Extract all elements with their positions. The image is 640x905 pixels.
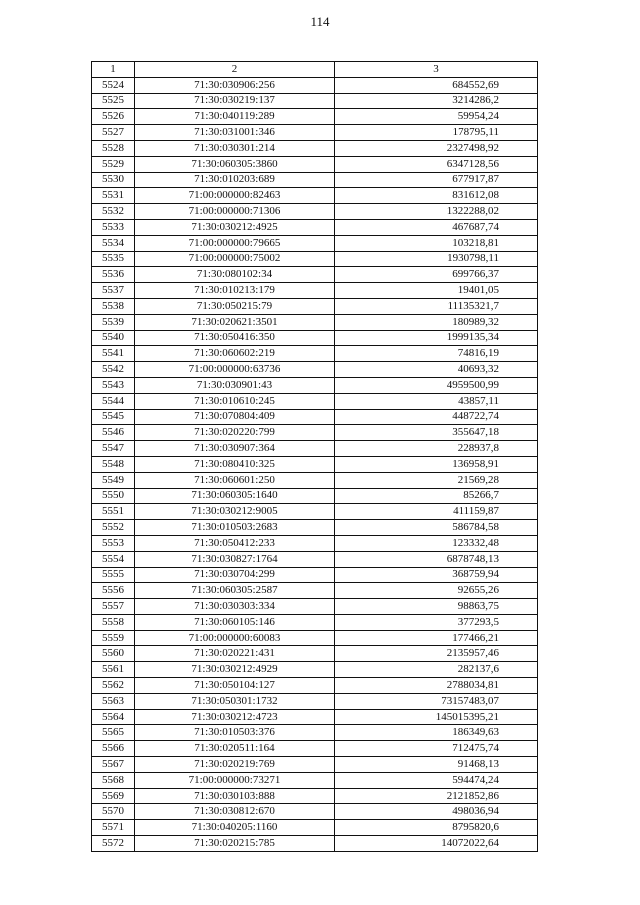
row-number: 5566 bbox=[92, 741, 135, 757]
row-number: 5547 bbox=[92, 441, 135, 457]
cadastral-number: 71:30:020215:785 bbox=[135, 836, 335, 852]
row-number: 5558 bbox=[92, 614, 135, 630]
row-number: 5541 bbox=[92, 346, 135, 362]
table-row bbox=[92, 172, 538, 188]
cadastral-value: 3214286,2 bbox=[335, 93, 538, 109]
column-header-3: 3 bbox=[335, 62, 538, 78]
cadastral-value: 59954,24 bbox=[335, 109, 538, 125]
table-row bbox=[92, 109, 538, 125]
row-number: 5570 bbox=[92, 804, 135, 820]
cadastral-number: 71:30:030906:256 bbox=[135, 77, 335, 93]
cadastral-number: 71:30:080410:325 bbox=[135, 456, 335, 472]
table-row bbox=[92, 646, 538, 662]
table-row bbox=[92, 504, 538, 520]
cadastral-value: 123332,48 bbox=[335, 535, 538, 551]
cadastral-number: 71:30:060602:219 bbox=[135, 346, 335, 362]
row-number: 5563 bbox=[92, 693, 135, 709]
column-header-2: 2 bbox=[135, 62, 335, 78]
cadastral-value: 40693,32 bbox=[335, 362, 538, 378]
cadastral-number: 71:30:050412:233 bbox=[135, 535, 335, 551]
table-row bbox=[92, 836, 538, 852]
cadastral-number: 71:30:060305:2587 bbox=[135, 583, 335, 599]
row-number: 5545 bbox=[92, 409, 135, 425]
cadastral-number: 71:00:000000:60083 bbox=[135, 630, 335, 646]
table-row bbox=[92, 362, 538, 378]
table-row bbox=[92, 535, 538, 551]
table-row bbox=[92, 662, 538, 678]
row-number: 5539 bbox=[92, 314, 135, 330]
page-number: 114 bbox=[310, 14, 330, 29]
cadastral-value: 19401,05 bbox=[335, 283, 538, 299]
cadastral-value: 228937,8 bbox=[335, 441, 538, 457]
cadastral-number: 71:30:050416:350 bbox=[135, 330, 335, 346]
cadastral-value: 85266,7 bbox=[335, 488, 538, 504]
table-row bbox=[92, 204, 538, 220]
row-number: 5564 bbox=[92, 709, 135, 725]
cadastral-value: 411159,87 bbox=[335, 504, 538, 520]
row-number: 5535 bbox=[92, 251, 135, 267]
cadastral-number: 71:30:030704:299 bbox=[135, 567, 335, 583]
cadastral-value: 178795,11 bbox=[335, 125, 538, 141]
row-number: 5560 bbox=[92, 646, 135, 662]
cadastral-value: 4959500,99 bbox=[335, 377, 538, 393]
cadastral-number: 71:30:040205:1160 bbox=[135, 820, 335, 836]
cadastral-value: 1930798,11 bbox=[335, 251, 538, 267]
table-row bbox=[92, 377, 538, 393]
cadastral-number: 71:30:050301:1732 bbox=[135, 693, 335, 709]
cadastral-value: 2788034,81 bbox=[335, 678, 538, 694]
table-row bbox=[92, 820, 538, 836]
table-row bbox=[92, 709, 538, 725]
cadastral-value: 677917,87 bbox=[335, 172, 538, 188]
cadastral-value: 14072022,64 bbox=[335, 836, 538, 852]
cadastral-value: 2135957,46 bbox=[335, 646, 538, 662]
table-row bbox=[92, 283, 538, 299]
table-row bbox=[92, 330, 538, 346]
row-number: 5530 bbox=[92, 172, 135, 188]
cadastral-number: 71:30:030907:364 bbox=[135, 441, 335, 457]
row-number: 5529 bbox=[92, 156, 135, 172]
cadastral-number: 71:30:060305:3860 bbox=[135, 156, 335, 172]
cadastral-value: 282137,6 bbox=[335, 662, 538, 678]
cadastral-value: 684552,69 bbox=[335, 77, 538, 93]
cadastral-value: 11135321,7 bbox=[335, 298, 538, 314]
table-row bbox=[92, 757, 538, 773]
cadastral-number: 71:30:030901:43 bbox=[135, 377, 335, 393]
row-number: 5553 bbox=[92, 535, 135, 551]
table-row bbox=[92, 788, 538, 804]
cadastral-value: 91468,13 bbox=[335, 757, 538, 773]
table-row bbox=[92, 93, 538, 109]
table-row bbox=[92, 188, 538, 204]
row-number: 5561 bbox=[92, 662, 135, 678]
table-row bbox=[92, 77, 538, 93]
row-number: 5546 bbox=[92, 425, 135, 441]
row-number: 5568 bbox=[92, 772, 135, 788]
cadastral-value: 186349,63 bbox=[335, 725, 538, 741]
table-row bbox=[92, 425, 538, 441]
row-number: 5525 bbox=[92, 93, 135, 109]
cadastral-value: 145015395,21 bbox=[335, 709, 538, 725]
cadastral-number: 71:30:020220:799 bbox=[135, 425, 335, 441]
cadastral-number: 71:30:070804:409 bbox=[135, 409, 335, 425]
row-number: 5551 bbox=[92, 504, 135, 520]
cadastral-value: 92655,26 bbox=[335, 583, 538, 599]
row-number: 5532 bbox=[92, 204, 135, 220]
row-number: 5536 bbox=[92, 267, 135, 283]
cadastral-value: 73157483,07 bbox=[335, 693, 538, 709]
cadastral-number: 71:30:050215:79 bbox=[135, 298, 335, 314]
row-number: 5562 bbox=[92, 678, 135, 694]
row-number: 5556 bbox=[92, 583, 135, 599]
table-row bbox=[92, 488, 538, 504]
cadastral-value: 355647,18 bbox=[335, 425, 538, 441]
row-number: 5549 bbox=[92, 472, 135, 488]
cadastral-number: 71:30:010213:179 bbox=[135, 283, 335, 299]
cadastral-value: 1322288,02 bbox=[335, 204, 538, 220]
row-number: 5524 bbox=[92, 77, 135, 93]
row-number: 5557 bbox=[92, 599, 135, 615]
table-row bbox=[92, 140, 538, 156]
row-number: 5537 bbox=[92, 283, 135, 299]
row-number: 5548 bbox=[92, 456, 135, 472]
cadastral-number: 71:30:020511:164 bbox=[135, 741, 335, 757]
cadastral-number: 71:30:030212:9005 bbox=[135, 504, 335, 520]
cadastral-value: 43857,11 bbox=[335, 393, 538, 409]
cadastral-number: 71:30:030212:4925 bbox=[135, 219, 335, 235]
table-body bbox=[92, 77, 538, 851]
table-row bbox=[92, 251, 538, 267]
table-row bbox=[92, 630, 538, 646]
cadastral-value: 21569,28 bbox=[335, 472, 538, 488]
row-number: 5569 bbox=[92, 788, 135, 804]
table-row bbox=[92, 441, 538, 457]
cadastral-number: 71:30:010203:689 bbox=[135, 172, 335, 188]
table-row bbox=[92, 520, 538, 536]
row-number: 5531 bbox=[92, 188, 135, 204]
cadastral-number: 71:30:030827:1764 bbox=[135, 551, 335, 567]
cadastral-number: 71:30:020221:431 bbox=[135, 646, 335, 662]
table-row bbox=[92, 393, 538, 409]
cadastral-value: 498036,94 bbox=[335, 804, 538, 820]
row-number: 5559 bbox=[92, 630, 135, 646]
cadastral-value: 6878748,13 bbox=[335, 551, 538, 567]
cadastral-number: 71:30:060305:1640 bbox=[135, 488, 335, 504]
cadastral-value: 6347128,56 bbox=[335, 156, 538, 172]
cadastral-number: 71:00:000000:75002 bbox=[135, 251, 335, 267]
cadastral-value: 103218,81 bbox=[335, 235, 538, 251]
table-row bbox=[92, 614, 538, 630]
table-row bbox=[92, 693, 538, 709]
cadastral-value: 699766,37 bbox=[335, 267, 538, 283]
cadastral-number: 71:00:000000:63736 bbox=[135, 362, 335, 378]
cadastral-value: 448722,74 bbox=[335, 409, 538, 425]
row-number: 5550 bbox=[92, 488, 135, 504]
cadastral-value: 2121852,86 bbox=[335, 788, 538, 804]
row-number: 5544 bbox=[92, 393, 135, 409]
cadastral-value: 74816,19 bbox=[335, 346, 538, 362]
row-number: 5528 bbox=[92, 140, 135, 156]
cadastral-number: 71:30:020621:3501 bbox=[135, 314, 335, 330]
cadastral-value: 831612,08 bbox=[335, 188, 538, 204]
row-number: 5538 bbox=[92, 298, 135, 314]
row-number: 5542 bbox=[92, 362, 135, 378]
row-number: 5555 bbox=[92, 567, 135, 583]
table-row bbox=[92, 125, 538, 141]
table-row bbox=[92, 156, 538, 172]
row-number: 5565 bbox=[92, 725, 135, 741]
table-header-row bbox=[92, 62, 538, 78]
row-number: 5543 bbox=[92, 377, 135, 393]
column-header-1: 1 bbox=[92, 62, 135, 78]
table-row bbox=[92, 583, 538, 599]
cadastral-number: 71:30:010610:245 bbox=[135, 393, 335, 409]
cadastral-number: 71:30:031001:346 bbox=[135, 125, 335, 141]
table-row bbox=[92, 599, 538, 615]
cadastral-value: 180989,32 bbox=[335, 314, 538, 330]
cadastral-number: 71:30:010503:376 bbox=[135, 725, 335, 741]
table-row bbox=[92, 409, 538, 425]
cadastral-value: 8795820,6 bbox=[335, 820, 538, 836]
table-row bbox=[92, 472, 538, 488]
table-row bbox=[92, 567, 538, 583]
cadastral-value: 368759,94 bbox=[335, 567, 538, 583]
table-row bbox=[92, 298, 538, 314]
table-row bbox=[92, 456, 538, 472]
cadastral-number: 71:30:010503:2683 bbox=[135, 520, 335, 536]
cadastral-number: 71:30:050104:127 bbox=[135, 678, 335, 694]
cadastral-value-table bbox=[91, 61, 538, 852]
cadastral-value: 1999135,34 bbox=[335, 330, 538, 346]
row-number: 5554 bbox=[92, 551, 135, 567]
table-row bbox=[92, 235, 538, 251]
cadastral-value: 98863,75 bbox=[335, 599, 538, 615]
cadastral-value: 586784,58 bbox=[335, 520, 538, 536]
cadastral-value: 136958,91 bbox=[335, 456, 538, 472]
row-number: 5571 bbox=[92, 820, 135, 836]
row-number: 5567 bbox=[92, 757, 135, 773]
table-row bbox=[92, 741, 538, 757]
cadastral-number: 71:00:000000:82463 bbox=[135, 188, 335, 204]
row-number: 5552 bbox=[92, 520, 135, 536]
cadastral-value: 712475,74 bbox=[335, 741, 538, 757]
row-number: 5526 bbox=[92, 109, 135, 125]
table-row bbox=[92, 219, 538, 235]
row-number: 5572 bbox=[92, 836, 135, 852]
table-row bbox=[92, 346, 538, 362]
cadastral-number: 71:30:030812:670 bbox=[135, 804, 335, 820]
row-number: 5534 bbox=[92, 235, 135, 251]
row-number: 5540 bbox=[92, 330, 135, 346]
cadastral-number: 71:30:060105:146 bbox=[135, 614, 335, 630]
cadastral-number: 71:30:030303:334 bbox=[135, 599, 335, 615]
cadastral-number: 71:30:080102:34 bbox=[135, 267, 335, 283]
table-row bbox=[92, 804, 538, 820]
cadastral-value: 2327498,92 bbox=[335, 140, 538, 156]
cadastral-value: 467687,74 bbox=[335, 219, 538, 235]
cadastral-number: 71:30:030212:4929 bbox=[135, 662, 335, 678]
cadastral-number: 71:00:000000:73271 bbox=[135, 772, 335, 788]
cadastral-number: 71:30:060601:250 bbox=[135, 472, 335, 488]
table-row bbox=[92, 314, 538, 330]
cadastral-number: 71:30:030301:214 bbox=[135, 140, 335, 156]
table-row bbox=[92, 267, 538, 283]
cadastral-number: 71:30:030219:137 bbox=[135, 93, 335, 109]
row-number: 5533 bbox=[92, 219, 135, 235]
table-row bbox=[92, 551, 538, 567]
cadastral-number: 71:00:000000:71306 bbox=[135, 204, 335, 220]
cadastral-number: 71:30:020219:769 bbox=[135, 757, 335, 773]
cadastral-number: 71:00:000000:79665 bbox=[135, 235, 335, 251]
row-number: 5527 bbox=[92, 125, 135, 141]
cadastral-number: 71:30:030212:4723 bbox=[135, 709, 335, 725]
cadastral-value: 594474,24 bbox=[335, 772, 538, 788]
cadastral-value: 377293,5 bbox=[335, 614, 538, 630]
cadastral-number: 71:30:030103:888 bbox=[135, 788, 335, 804]
cadastral-value: 177466,21 bbox=[335, 630, 538, 646]
table-row bbox=[92, 725, 538, 741]
table-row bbox=[92, 772, 538, 788]
cadastral-number: 71:30:040119:289 bbox=[135, 109, 335, 125]
table-row bbox=[92, 678, 538, 694]
